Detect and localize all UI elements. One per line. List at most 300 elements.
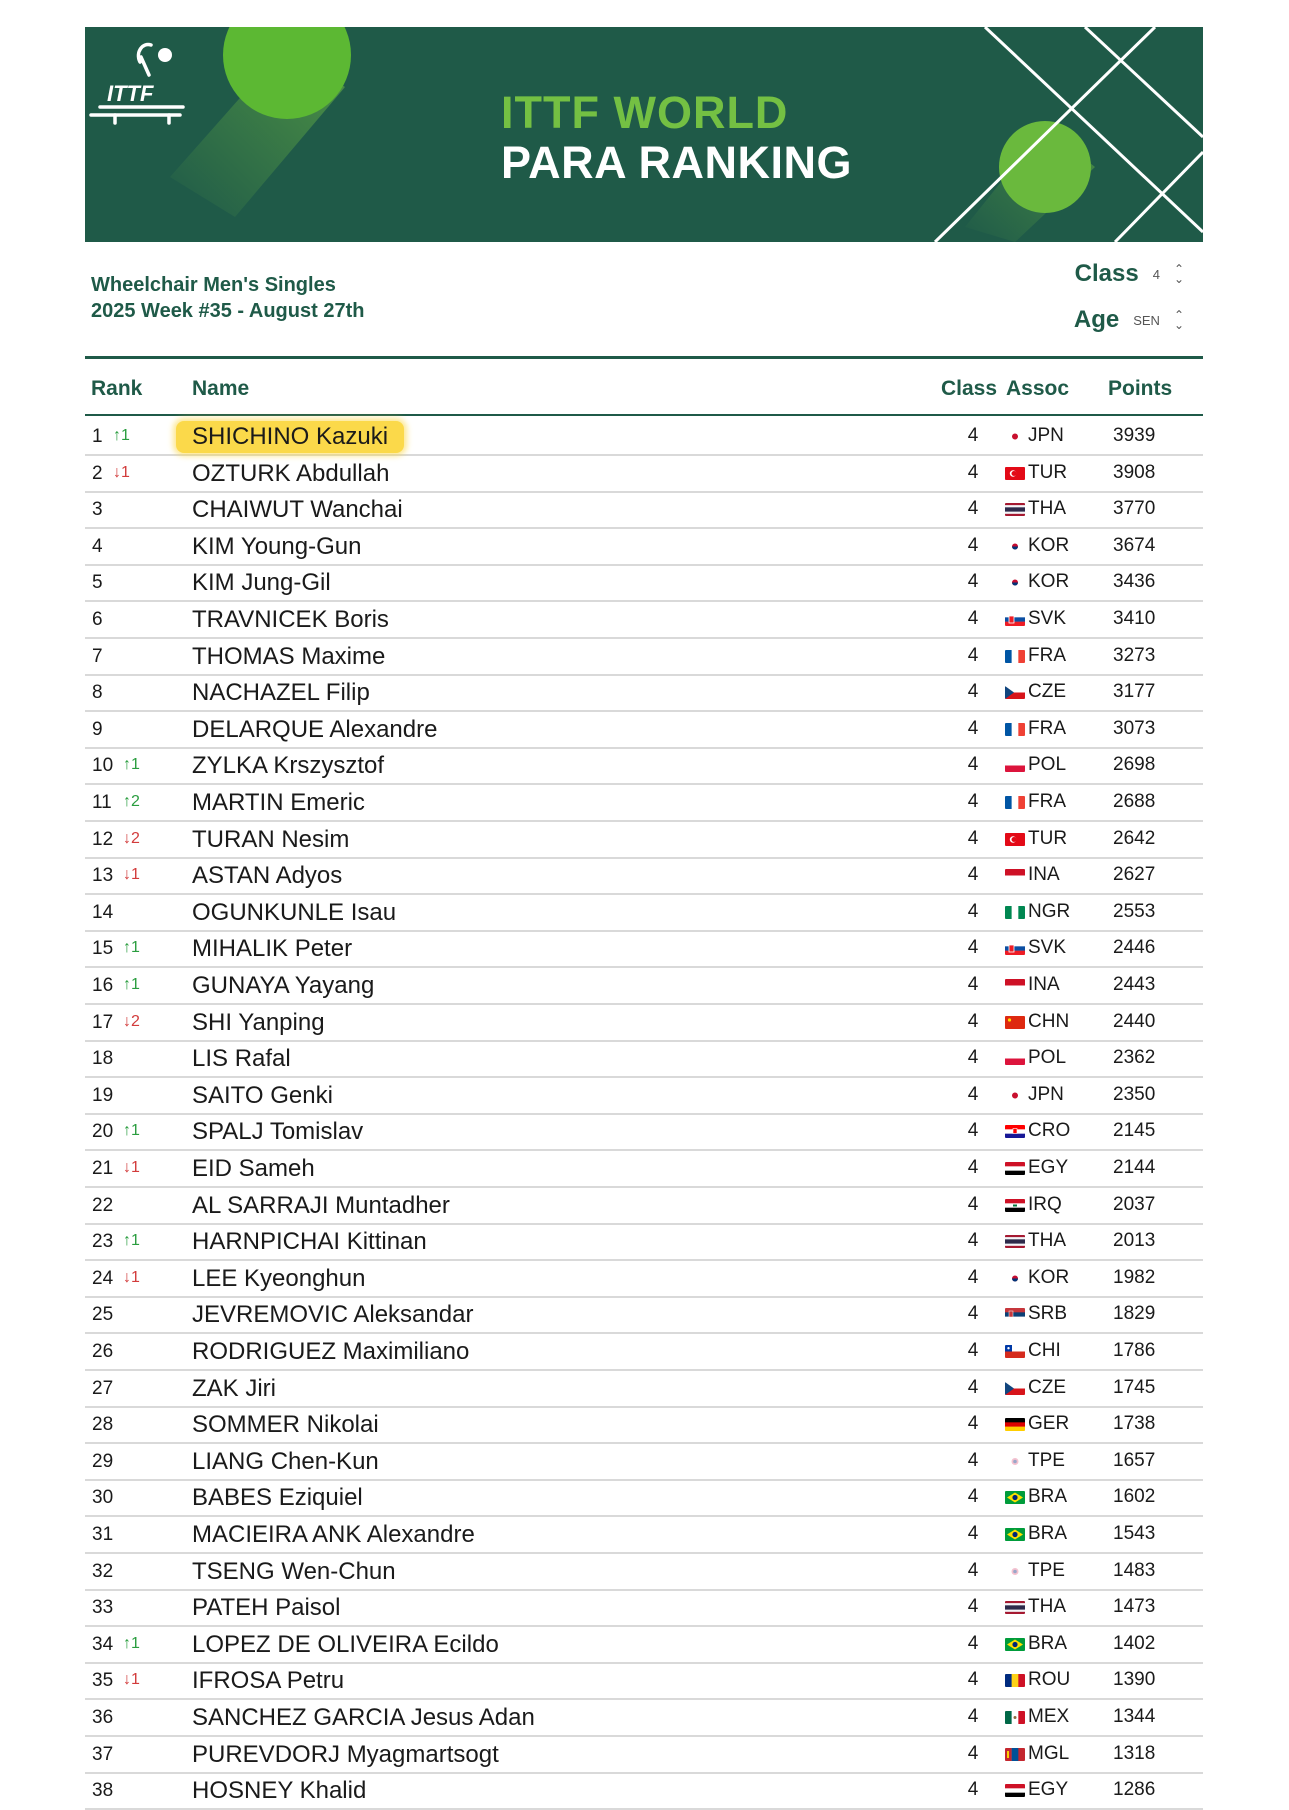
points-cell: 1829 xyxy=(1113,1303,1156,1325)
points-cell: 1390 xyxy=(1113,1669,1156,1691)
assoc-cell: IRQ xyxy=(1028,1193,1062,1215)
points-cell: 1982 xyxy=(1113,1266,1156,1288)
player-name[interactable]: MIHALIK Peter xyxy=(192,935,353,963)
rank-cell: 20 xyxy=(92,1121,114,1143)
class-cell: 4 xyxy=(967,827,979,849)
class-cell: 4 xyxy=(967,1779,979,1801)
ittf-logo xyxy=(85,27,185,137)
player-name[interactable]: LIANG Chen-Kun xyxy=(192,1447,379,1475)
nigeria-flag-icon xyxy=(1005,906,1025,919)
class-cell: 4 xyxy=(967,864,979,886)
assoc-cell: THA xyxy=(1028,498,1066,520)
egypt-flag-icon xyxy=(1005,1162,1025,1175)
player-name[interactable]: DELARQUE Alexandre xyxy=(192,715,438,743)
rank-cell: 5 xyxy=(92,572,103,594)
player-name[interactable]: LIS Rafal xyxy=(192,1045,291,1073)
rank-cell: 38 xyxy=(92,1780,114,1802)
points-cell: 2145 xyxy=(1113,1120,1156,1142)
rank-cell: 26 xyxy=(92,1341,114,1362)
assoc-cell: JPN xyxy=(1028,1083,1064,1105)
table-row[interactable] xyxy=(85,857,1203,895)
age-filter[interactable] xyxy=(1074,306,1184,334)
japan-flag-icon xyxy=(1005,1089,1025,1102)
points-cell: 1543 xyxy=(1113,1523,1156,1544)
class-cell: 4 xyxy=(967,1413,979,1435)
points-cell: 3674 xyxy=(1113,534,1156,556)
player-name[interactable]: KIM Jung-Gil xyxy=(192,569,331,597)
points-cell: 1786 xyxy=(1113,1340,1156,1361)
player-name[interactable]: HOSNEY Khalid xyxy=(192,1777,367,1805)
rank-change: ↓2 xyxy=(123,1012,140,1030)
rank-cell: 11 xyxy=(92,792,112,813)
player-name[interactable]: SHI Yanping xyxy=(192,1008,325,1036)
table-row[interactable] xyxy=(85,747,1203,785)
rank-cell: 19 xyxy=(92,1084,114,1106)
assoc-cell: CHI xyxy=(1028,1340,1061,1361)
class-cell: 4 xyxy=(967,1303,979,1325)
points-cell: 2350 xyxy=(1113,1083,1156,1105)
assoc-cell: MGL xyxy=(1028,1742,1070,1764)
rank-cell: 15 xyxy=(92,938,114,960)
class-cell: 4 xyxy=(967,1523,979,1544)
player-name[interactable]: MARTIN Emeric xyxy=(192,789,365,816)
table-row[interactable] xyxy=(85,1296,1203,1334)
table-row[interactable] xyxy=(85,1443,1203,1481)
assoc-cell: POL xyxy=(1028,754,1067,776)
rank-cell: 27 xyxy=(92,1377,114,1399)
assoc-cell: JPN xyxy=(1028,425,1064,446)
header-rank: Rank xyxy=(91,377,143,400)
assoc-cell: CZE xyxy=(1028,681,1066,703)
points-cell: 2446 xyxy=(1113,937,1156,959)
player-name[interactable]: CHAIWUT Wanchai xyxy=(192,496,403,524)
table-row[interactable] xyxy=(85,1406,1203,1444)
rank-cell: 13 xyxy=(92,865,114,887)
player-name[interactable]: TRAVNICEK Boris xyxy=(192,606,389,633)
sort-chevron-icon[interactable]: ⌃ ⌄ xyxy=(1173,308,1184,332)
points-cell: 2553 xyxy=(1113,900,1156,922)
rank-cell: 16 xyxy=(92,975,114,996)
points-cell: 1602 xyxy=(1113,1486,1156,1508)
points-cell: 3436 xyxy=(1113,571,1156,593)
rank-change: ↑1 xyxy=(123,939,140,957)
points-cell: 3273 xyxy=(1113,644,1156,666)
assoc-cell: ROU xyxy=(1028,1669,1071,1691)
table-row[interactable] xyxy=(85,1772,1203,1810)
class-cell: 4 xyxy=(967,974,979,995)
turkey-flag-icon xyxy=(1005,467,1025,480)
player-name[interactable]: IFROSA Petru xyxy=(192,1667,345,1695)
points-cell: 1745 xyxy=(1113,1376,1156,1398)
rank-cell: 12 xyxy=(92,828,114,850)
points-cell: 2440 xyxy=(1113,1010,1156,1032)
assoc-cell: INA xyxy=(1028,864,1060,886)
class-cell: 4 xyxy=(967,1340,979,1361)
points-cell: 1483 xyxy=(1113,1559,1156,1581)
czechia-flag-icon xyxy=(1005,1382,1025,1395)
rank-cell: 3 xyxy=(92,499,103,521)
assoc-cell: CZE xyxy=(1028,1376,1066,1398)
rank-change: ↓1 xyxy=(113,463,130,481)
rank-cell: 23 xyxy=(92,1231,114,1253)
class-filter-label: Class xyxy=(1074,260,1139,287)
mexico-flag-icon xyxy=(1005,1711,1025,1724)
slovakia-flag-icon xyxy=(1005,613,1025,626)
assoc-cell: THA xyxy=(1028,1230,1066,1252)
points-cell: 2013 xyxy=(1113,1230,1156,1252)
table-row[interactable] xyxy=(85,528,1203,566)
table-row[interactable] xyxy=(85,601,1203,639)
points-cell: 1738 xyxy=(1113,1413,1156,1435)
rank-cell: 35 xyxy=(92,1670,114,1692)
player-name[interactable]: GUNAYA Yayang xyxy=(192,972,375,999)
header-divider xyxy=(85,414,1203,416)
player-name[interactable]: SANCHEZ GARCIA Jesus Adan xyxy=(192,1704,535,1731)
player-name[interactable]: ZAK Jiri xyxy=(192,1374,276,1402)
week-title: 2025 Week #35 - August 27th xyxy=(91,300,365,322)
ranking-banner xyxy=(85,27,1203,242)
germany-flag-icon xyxy=(1005,1418,1025,1431)
rank-change: ↓1 xyxy=(123,1268,140,1286)
divider xyxy=(85,356,1203,359)
indonesia-flag-icon xyxy=(1005,869,1025,882)
table-row[interactable] xyxy=(85,491,1203,529)
class-filter-value[interactable]: 4 xyxy=(1152,266,1160,282)
class-cell: 4 xyxy=(967,717,979,739)
rank-cell: 21 xyxy=(92,1158,114,1179)
class-cell: 4 xyxy=(967,534,979,556)
assoc-cell: MEX xyxy=(1028,1706,1070,1727)
table-row[interactable] xyxy=(85,1113,1203,1151)
class-cell: 4 xyxy=(967,571,979,593)
player-name[interactable]: HARNPICHAI Kittinan xyxy=(192,1228,427,1256)
player-name[interactable]: ZYLKA Krszysztof xyxy=(192,752,385,780)
assoc-cell: BRA xyxy=(1028,1486,1068,1508)
header-assoc: Assoc xyxy=(1006,377,1070,400)
class-cell: 4 xyxy=(967,681,979,703)
rank-change: ↑1 xyxy=(123,976,140,993)
rank-cell: 10 xyxy=(92,755,114,777)
class-cell: 4 xyxy=(967,1669,979,1691)
rank-change: ↓1 xyxy=(123,1671,140,1689)
points-cell: 2362 xyxy=(1113,1047,1156,1069)
player-name[interactable]: LEE Kyeonghun xyxy=(192,1264,366,1292)
rank-change: ↑1 xyxy=(123,1232,140,1250)
table-row[interactable] xyxy=(85,1187,1203,1225)
chinese-taipei-flag-icon xyxy=(1005,1455,1025,1468)
class-cell: 4 xyxy=(967,1376,979,1398)
table-row[interactable] xyxy=(85,1589,1203,1627)
table-row[interactable] xyxy=(85,894,1203,932)
rank-cell: 17 xyxy=(92,1011,114,1033)
assoc-cell: NGR xyxy=(1028,900,1071,922)
czechia-flag-icon xyxy=(1005,686,1025,699)
chile-flag-icon xyxy=(1005,1345,1025,1358)
class-cell: 4 xyxy=(967,1083,979,1105)
rank-change: ↑1 xyxy=(123,756,140,774)
korea-flag-icon xyxy=(1005,576,1025,589)
rank-change: ↑1 xyxy=(123,1122,140,1140)
sort-chevron-icon[interactable]: ⌃ ⌄ xyxy=(1173,262,1184,286)
table-row[interactable] xyxy=(85,1662,1203,1700)
assoc-cell: EGY xyxy=(1028,1157,1069,1178)
assoc-cell: GER xyxy=(1028,1413,1070,1435)
rank-change: ↓2 xyxy=(123,829,140,847)
player-name[interactable]: KIM Young-Gun xyxy=(192,532,362,560)
points-cell: 1402 xyxy=(1113,1632,1156,1654)
rank-change: ↑1 xyxy=(113,427,130,444)
class-cell: 4 xyxy=(967,1157,979,1178)
rank-cell: 29 xyxy=(92,1450,114,1472)
points-cell: 2443 xyxy=(1113,974,1156,995)
rank-cell: 36 xyxy=(92,1707,114,1728)
table-row[interactable] xyxy=(85,930,1203,968)
class-cell: 4 xyxy=(967,1193,979,1215)
player-name[interactable]: SAITO Genki xyxy=(192,1081,333,1109)
assoc-cell: TUR xyxy=(1028,461,1068,483)
rank-cell: 4 xyxy=(92,535,103,557)
banner-title-line2: PARA RANKING xyxy=(501,137,852,188)
player-name[interactable]: LOPEZ DE OLIVEIRA Ecildo xyxy=(192,1630,499,1658)
class-cell: 4 xyxy=(967,900,979,922)
rank-cell: 6 xyxy=(92,609,103,630)
assoc-cell: SRB xyxy=(1028,1303,1068,1325)
player-name[interactable]: RODRIGUEZ Maximiliano xyxy=(192,1338,470,1365)
assoc-cell: THA xyxy=(1028,1596,1066,1618)
rank-cell: 24 xyxy=(92,1267,114,1289)
france-flag-icon xyxy=(1005,723,1025,736)
brazil-flag-icon xyxy=(1005,1528,1025,1541)
class-cell: 4 xyxy=(967,1010,979,1032)
table-row[interactable] xyxy=(85,1479,1203,1517)
player-name[interactable]: TURAN Nesim xyxy=(192,825,350,853)
france-flag-icon xyxy=(1005,796,1025,809)
class-cell: 4 xyxy=(967,1266,979,1288)
player-name[interactable]: TSENG Wen-Chun xyxy=(192,1557,396,1585)
rank-change: ↓1 xyxy=(123,1159,140,1176)
header-points: Points xyxy=(1108,377,1173,400)
rank-cell: 30 xyxy=(92,1487,114,1509)
class-cell: 4 xyxy=(967,608,979,629)
egypt-flag-icon xyxy=(1005,1784,1025,1797)
player-name[interactable]: OGUNKUNLE Isau xyxy=(192,898,397,926)
korea-flag-icon xyxy=(1005,540,1025,553)
logo-text: ITTF xyxy=(107,81,154,106)
table-row[interactable] xyxy=(85,1004,1203,1042)
player-name[interactable]: ASTAN Adyos xyxy=(192,862,343,890)
assoc-cell: TPE xyxy=(1028,1449,1065,1471)
class-cell: 4 xyxy=(967,1742,979,1764)
points-cell: 3770 xyxy=(1113,498,1156,520)
assoc-cell: BRA xyxy=(1028,1523,1068,1544)
class-cell: 4 xyxy=(967,425,979,446)
age-filter-value[interactable]: SEN xyxy=(1133,312,1160,328)
player-name[interactable]: PUREVDORJ Myagmartsogt xyxy=(192,1740,499,1768)
points-cell: 3908 xyxy=(1113,461,1156,483)
table-row[interactable] xyxy=(85,1150,1203,1188)
class-cell: 4 xyxy=(967,1706,979,1727)
rank-cell: 22 xyxy=(92,1194,114,1216)
rank-change: ↓1 xyxy=(123,866,140,884)
player-name[interactable]: SHICHINO Kazuki xyxy=(176,421,404,453)
class-cell: 4 xyxy=(967,937,979,959)
points-cell: 1344 xyxy=(1113,1706,1156,1727)
points-cell: 3073 xyxy=(1113,717,1156,739)
brazil-flag-icon xyxy=(1005,1491,1025,1504)
table-row[interactable] xyxy=(85,1516,1203,1554)
table-row[interactable] xyxy=(85,1223,1203,1261)
table-row[interactable] xyxy=(85,564,1203,602)
rank-cell: 28 xyxy=(92,1414,114,1436)
points-cell: 1473 xyxy=(1113,1596,1156,1618)
assoc-cell: FRA xyxy=(1028,791,1066,812)
player-name[interactable]: EID Sameh xyxy=(192,1155,315,1182)
class-cell: 4 xyxy=(967,1230,979,1252)
assoc-cell: CRO xyxy=(1028,1120,1071,1142)
table-row[interactable] xyxy=(85,1736,1203,1774)
class-cell: 4 xyxy=(967,1632,979,1654)
table-row[interactable] xyxy=(85,1260,1203,1298)
class-cell: 4 xyxy=(967,461,979,483)
assoc-cell: INA xyxy=(1028,974,1060,995)
thailand-flag-icon xyxy=(1005,503,1025,516)
player-name[interactable]: BABES Eziquiel xyxy=(192,1484,363,1512)
player-name[interactable]: THOMAS Maxime xyxy=(192,642,386,670)
table-row[interactable] xyxy=(85,1333,1203,1371)
rank-cell: 18 xyxy=(92,1048,114,1070)
table-row[interactable] xyxy=(85,1370,1203,1408)
assoc-cell: KOR xyxy=(1028,571,1070,593)
poland-flag-icon xyxy=(1005,759,1025,772)
assoc-cell: EGY xyxy=(1028,1779,1069,1801)
table-row[interactable] xyxy=(85,1040,1203,1078)
points-cell: 2627 xyxy=(1113,864,1156,886)
rank-cell: 2 xyxy=(92,462,103,484)
assoc-cell: FRA xyxy=(1028,644,1066,666)
rank-cell: 33 xyxy=(92,1597,114,1619)
points-cell: 1657 xyxy=(1113,1449,1156,1471)
header-class: Class xyxy=(941,377,998,400)
table-row[interactable] xyxy=(85,418,1203,456)
rank-cell: 14 xyxy=(92,901,114,923)
assoc-cell: CHN xyxy=(1028,1010,1070,1032)
banner-title-line1: ITTF WORLD xyxy=(501,87,789,138)
thailand-flag-icon xyxy=(1005,1235,1025,1248)
assoc-cell: TPE xyxy=(1028,1559,1065,1581)
table-row[interactable] xyxy=(85,967,1203,1005)
japan-flag-icon xyxy=(1005,430,1025,443)
poland-flag-icon xyxy=(1005,1052,1025,1065)
rank-cell: 7 xyxy=(92,645,103,667)
romania-flag-icon xyxy=(1005,1674,1025,1687)
class-cell: 4 xyxy=(967,754,979,776)
brazil-flag-icon xyxy=(1005,1638,1025,1651)
player-name[interactable]: MACIEIRA ANK Alexandre xyxy=(192,1521,475,1548)
player-name[interactable]: SPALJ Tomislav xyxy=(192,1118,364,1146)
rank-change: ↑1 xyxy=(123,1634,140,1652)
points-cell: 3939 xyxy=(1113,425,1156,446)
points-cell: 1286 xyxy=(1113,1779,1156,1801)
assoc-cell: SVK xyxy=(1028,937,1067,959)
mongolia-flag-icon xyxy=(1005,1748,1025,1761)
assoc-cell: POL xyxy=(1028,1047,1067,1069)
player-name[interactable]: OZTURK Abdullah xyxy=(192,459,390,487)
china-flag-icon xyxy=(1005,1016,1025,1029)
table-row[interactable] xyxy=(85,674,1203,712)
header-name: Name xyxy=(192,377,250,400)
france-flag-icon xyxy=(1005,650,1025,663)
table-row[interactable] xyxy=(85,1553,1203,1591)
class-cell: 4 xyxy=(967,1596,979,1618)
assoc-cell: BRA xyxy=(1028,1632,1068,1654)
table-row[interactable] xyxy=(85,821,1203,859)
rank-cell: 31 xyxy=(92,1524,114,1545)
serbia-flag-icon xyxy=(1005,1308,1025,1321)
thailand-flag-icon xyxy=(1005,1601,1025,1614)
player-name[interactable]: PATEH Paisol xyxy=(192,1594,341,1622)
rank-cell: 25 xyxy=(92,1304,114,1326)
assoc-cell: SVK xyxy=(1028,608,1067,629)
iraq-flag-icon xyxy=(1005,1199,1025,1212)
age-filter-label: Age xyxy=(1073,306,1120,333)
points-cell: 2037 xyxy=(1113,1193,1156,1215)
points-cell: 2144 xyxy=(1113,1157,1156,1178)
assoc-cell: TUR xyxy=(1028,827,1068,849)
rank-cell: 8 xyxy=(92,682,103,704)
slovakia-flag-icon xyxy=(1005,942,1025,955)
chinese-taipei-flag-icon xyxy=(1005,1565,1025,1578)
table-row[interactable] xyxy=(85,711,1203,749)
points-cell: 2688 xyxy=(1113,791,1156,812)
class-cell: 4 xyxy=(967,1486,979,1508)
rank-change: ↑2 xyxy=(123,793,140,810)
rank-cell: 34 xyxy=(92,1633,114,1655)
class-cell: 4 xyxy=(967,1047,979,1069)
player-name[interactable]: JEVREMOVIC Aleksandar xyxy=(192,1301,474,1329)
table-row[interactable] xyxy=(85,1077,1203,1115)
table-row[interactable] xyxy=(85,1699,1203,1737)
class-cell: 4 xyxy=(967,1120,979,1142)
table-row[interactable] xyxy=(85,784,1203,822)
table-row[interactable] xyxy=(85,455,1203,493)
class-cell: 4 xyxy=(967,1559,979,1581)
class-cell: 4 xyxy=(967,498,979,520)
table-row[interactable] xyxy=(85,1626,1203,1664)
player-name[interactable]: AL SARRAJI Muntadher xyxy=(192,1191,450,1219)
korea-flag-icon xyxy=(1005,1272,1025,1285)
points-cell: 2642 xyxy=(1113,827,1156,849)
class-filter[interactable] xyxy=(1075,260,1184,288)
player-name[interactable]: SOMMER Nikolai xyxy=(192,1411,379,1439)
assoc-cell: KOR xyxy=(1028,534,1070,556)
class-cell: 4 xyxy=(967,791,979,812)
category-title: Wheelchair Men's Singles xyxy=(91,274,336,296)
assoc-cell: FRA xyxy=(1028,717,1066,739)
table-row[interactable] xyxy=(85,638,1203,676)
class-cell: 4 xyxy=(967,644,979,666)
turkey-flag-icon xyxy=(1005,833,1025,846)
points-cell: 3410 xyxy=(1113,608,1156,629)
points-cell: 1318 xyxy=(1113,1742,1156,1764)
rank-cell: 9 xyxy=(92,718,103,740)
player-name[interactable]: NACHAZEL Filip xyxy=(192,679,370,707)
class-cell: 4 xyxy=(967,1449,979,1471)
assoc-cell: KOR xyxy=(1028,1266,1070,1288)
indonesia-flag-icon xyxy=(1005,979,1025,992)
points-cell: 2698 xyxy=(1113,754,1156,776)
rank-cell: 32 xyxy=(92,1560,114,1582)
rank-cell: 37 xyxy=(92,1743,114,1765)
